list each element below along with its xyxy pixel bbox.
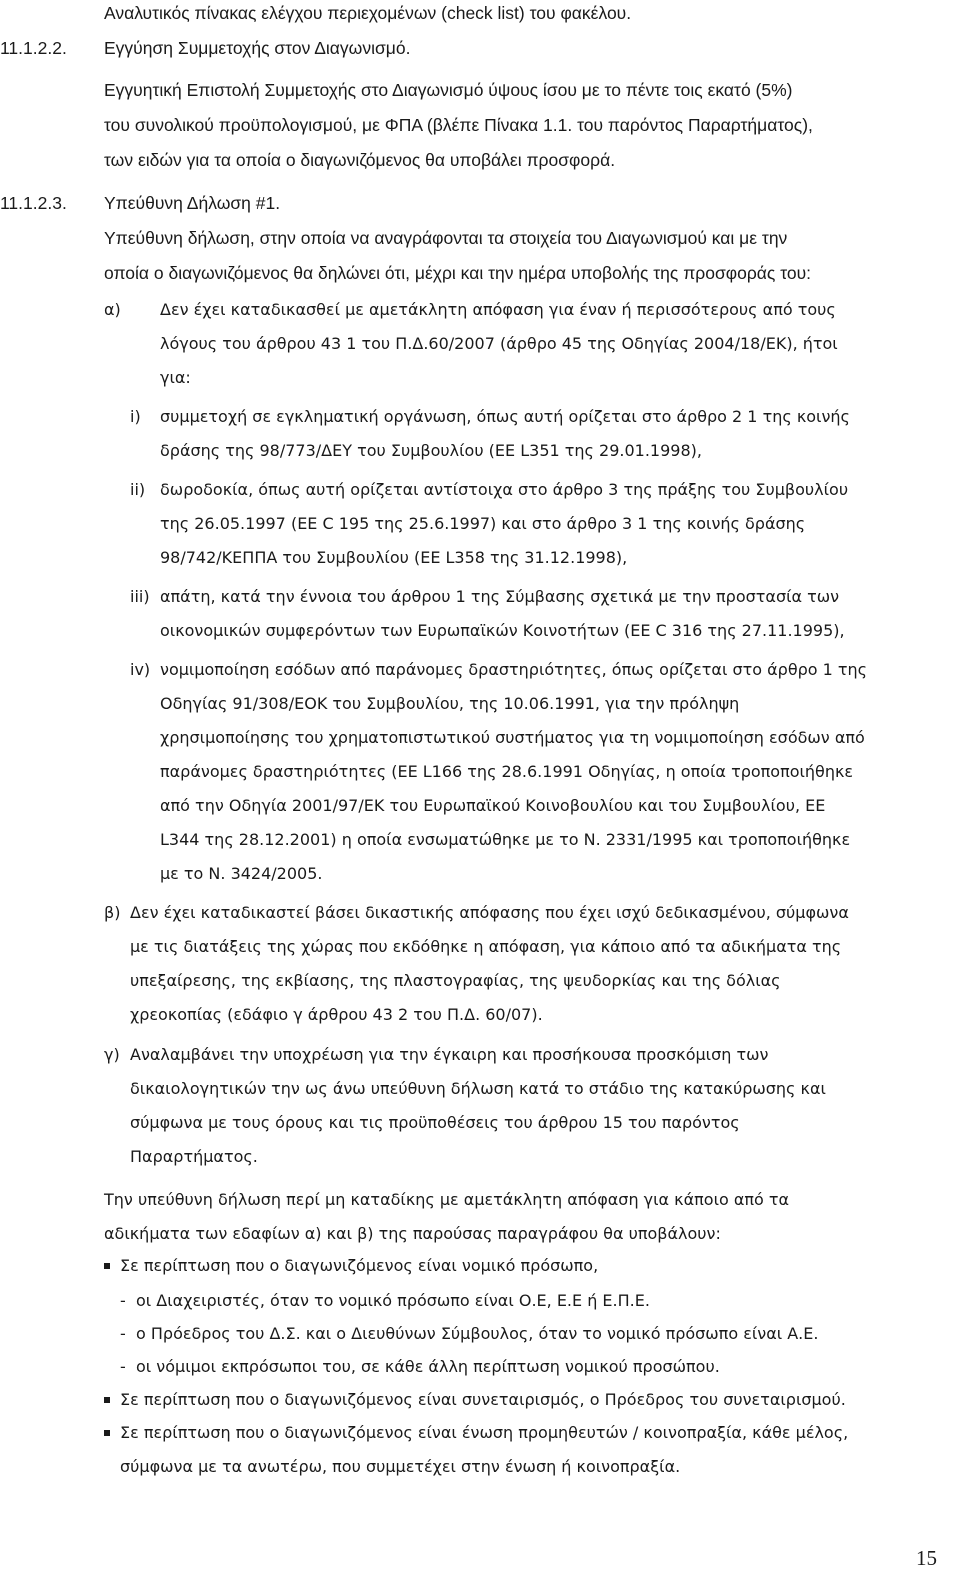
paragraph-line: αδικήματα των εδαφίων α) και β) της παρούσας παραγράφου θα υποβάλουν:: [104, 1224, 721, 1243]
paragraph-line: Δεν έχει καταδικαστεί βάσει δικαστικής απόφασης που έχει ισχύ δεδικασμένου, σύμφωνα: [130, 903, 849, 922]
sub-bullet-item: ο Πρόεδρος του Δ.Σ. και ο Διευθύνων Σύμβουλος, όταν το νομικό πρόσωπο είναι Α.Ε.: [136, 1324, 819, 1343]
paragraph-line: για:: [160, 368, 191, 387]
paragraph-line: παράνομες δραστηριότητες (ΕΕ L166 της 28.6.1991 Οδηγίας, η οποία τροποποιήθηκε: [160, 762, 854, 781]
paragraph-line: από την Οδηγία 2001/97/ΕΚ του Ευρωπαϊκού Κοινοβουλίου και του Συμβουλίου, ΕΕ: [160, 796, 826, 815]
list-label-b: β): [104, 903, 121, 922]
paragraph-line: σύμφωνα με τους όρους και τις προϋποθέσεις του άρθρου 15 του παρόντος: [130, 1113, 740, 1132]
list-label-a: α): [104, 300, 121, 319]
paragraph-line: χρεοκοπίας (εδάφιο γ άρθρου 43 2 του Π.Δ. 60/07).: [130, 1005, 543, 1024]
square-bullet-icon: [104, 1397, 110, 1403]
paragraph-line: Δεν έχει καταδικασθεί με αμετάκλητη απόφαση για έναν ή περισσότερους από τους: [160, 300, 836, 319]
paragraph-line: Την υπεύθυνη δήλωση περί μη καταδίκης με αμετάκλητη απόφαση για κάποιο από τα: [104, 1190, 790, 1209]
paragraph-line: 98/742/ΚΕΠΠΑ του Συμβουλίου (ΕΕ L358 της 31.12.1998),: [160, 548, 628, 567]
page-heading: Αναλυτικός πίνακας ελέγχου περιεχομένων (check list) του φακέλου.: [104, 3, 632, 23]
list-label-ii: ii): [130, 480, 146, 499]
dash-icon: -: [120, 1291, 126, 1310]
paragraph-line: οποία ο διαγωνιζόμενος θα δηλώνει ότι, μέχρι και την ημέρα υποβολής της προσφοράς του:: [104, 263, 812, 283]
paragraph-line: Παραρτήματος.: [130, 1147, 258, 1166]
paragraph-line: δράσης της 98/773/ΔΕΥ του Συμβουλίου (ΕΕ L351 της 29.01.1998),: [160, 441, 702, 460]
paragraph-line: Αναλαμβάνει την υποχρέωση για την έγκαιρη και προσήκουσα προσκόμιση των: [130, 1045, 769, 1064]
paragraph-line: των ειδών για τα οποία ο διαγωνιζόμενος θα υποβάλει προσφορά.: [104, 150, 616, 170]
paragraph-line: συμμετοχή σε εγκληματική οργάνωση, όπως αυτή ορίζεται στο άρθρο 2 1 της κοινής: [160, 407, 850, 426]
bullet-item: Σε περίπτωση που ο διαγωνιζόμενος είναι νομικό πρόσωπο,: [120, 1256, 599, 1275]
sub-bullet-item: οι Διαχειριστές, όταν το νομικό πρόσωπο είναι Ο.Ε, Ε.Ε ή Ε.Π.Ε.: [136, 1291, 650, 1310]
paragraph-line: Οδηγίας 91/308/ΕΟΚ του Συμβουλίου, της 10.06.1991, για την πρόληψη: [160, 694, 740, 713]
bullet-item: Σε περίπτωση που ο διαγωνιζόμενος είναι ένωση προμηθευτών / κοινοπραξία, κάθε μέλος,: [120, 1423, 849, 1442]
list-label-iv: iv): [130, 660, 151, 679]
paragraph-line: δικαιολογητικών την ως άνω υπεύθυνη δήλωση κατά το στάδιο της κατακύρωσης και: [130, 1079, 826, 1098]
section-title: Υπεύθυνη Δήλωση #1.: [104, 193, 281, 213]
paragraph-line: Εγγυητική Επιστολή Συμμετοχής στο Διαγωνισμό ύψους ίσου με το πέντε τοις εκατό (5%): [104, 80, 793, 100]
square-bullet-icon: [104, 1263, 110, 1269]
dash-icon: -: [120, 1324, 126, 1343]
paragraph-line: χρησιμοποίησης του χρηματοπιστωτικού συστήματος για τη νομιμοποίηση εσόδων από: [160, 728, 865, 747]
paragraph-line: υπεξαίρεσης, της εκβίασης, της πλαστογραφίας, της ψευδορκίας και της δόλιας: [130, 971, 781, 990]
paragraph-line: της 26.05.1997 (ΕΕ C 195 της 25.6.1997) και στο άρθρο 3 1 της κοινής δράσης: [160, 514, 806, 533]
bullet-item: Σε περίπτωση που ο διαγωνιζόμενος είναι συνεταιρισμός, ο Πρόεδρος του συνεταιρισμού.: [120, 1390, 846, 1409]
sub-bullet-item: οι νόμιμοι εκπρόσωποι του, σε κάθε άλλη περίπτωση νομικού προσώπου.: [136, 1357, 720, 1376]
paragraph-line: οικονομικών συμφερόντων των Ευρωπαϊκών Κοινοτήτων (ΕΕ C 316 της 27.11.1995),: [160, 621, 845, 640]
bullet-item-continued: σύμφωνα με τα ανωτέρω, που συμμετέχει στην ένωση ή κοινοπραξία.: [120, 1457, 681, 1476]
list-label-i: i): [130, 407, 141, 426]
list-label-c: γ): [104, 1045, 120, 1064]
paragraph-line: απάτη, κατά την έννοια του άρθρου 1 της Σύμβασης σχετικά με την προστασία των: [160, 587, 840, 606]
square-bullet-icon: [104, 1430, 110, 1436]
paragraph-line: L344 της 28.12.2001) η οποία ενσωματώθηκε με το Ν. 2331/1995 και τροποποιήθηκε: [160, 830, 851, 849]
paragraph-line: με τις διατάξεις της χώρας που εκδόθηκε η απόφαση, για κάποιο από τα αδικήματα της: [130, 937, 842, 956]
paragraph-line: με το Ν. 3424/2005.: [160, 864, 323, 883]
section-number: 11.1.2.2.: [0, 38, 67, 58]
page-number: 15: [916, 1546, 937, 1570]
dash-icon: -: [120, 1357, 126, 1376]
paragraph-line: του συνολικού προϋπολογισμού, με ΦΠΑ (βλέπε Πίνακα 1.1. του παρόντος Παραρτήματος),: [104, 115, 813, 135]
paragraph-line: λόγους του άρθρου 43 1 του Π.Δ.60/2007 (άρθρο 45 της Οδηγίας 2004/18/ΕΚ), ήτοι: [160, 334, 838, 353]
section-number: 11.1.2.3.: [0, 193, 67, 213]
paragraph-line: Υπεύθυνη δήλωση, στην οποία να αναγράφονται τα στοιχεία του Διαγωνισμού και με την: [104, 228, 788, 248]
paragraph-line: νομιμοποίηση εσόδων από παράνομες δραστηριότητες, όπως ορίζεται στο άρθρο 1 της: [160, 660, 868, 679]
section-title: Εγγύηση Συμμετοχής στον Διαγωνισμό.: [104, 38, 411, 58]
paragraph-line: δωροδοκία, όπως αυτή ορίζεται αντίστοιχα στο άρθρο 3 της πράξης του Συμβουλίου: [160, 480, 849, 499]
list-label-iii: iii): [130, 587, 150, 606]
